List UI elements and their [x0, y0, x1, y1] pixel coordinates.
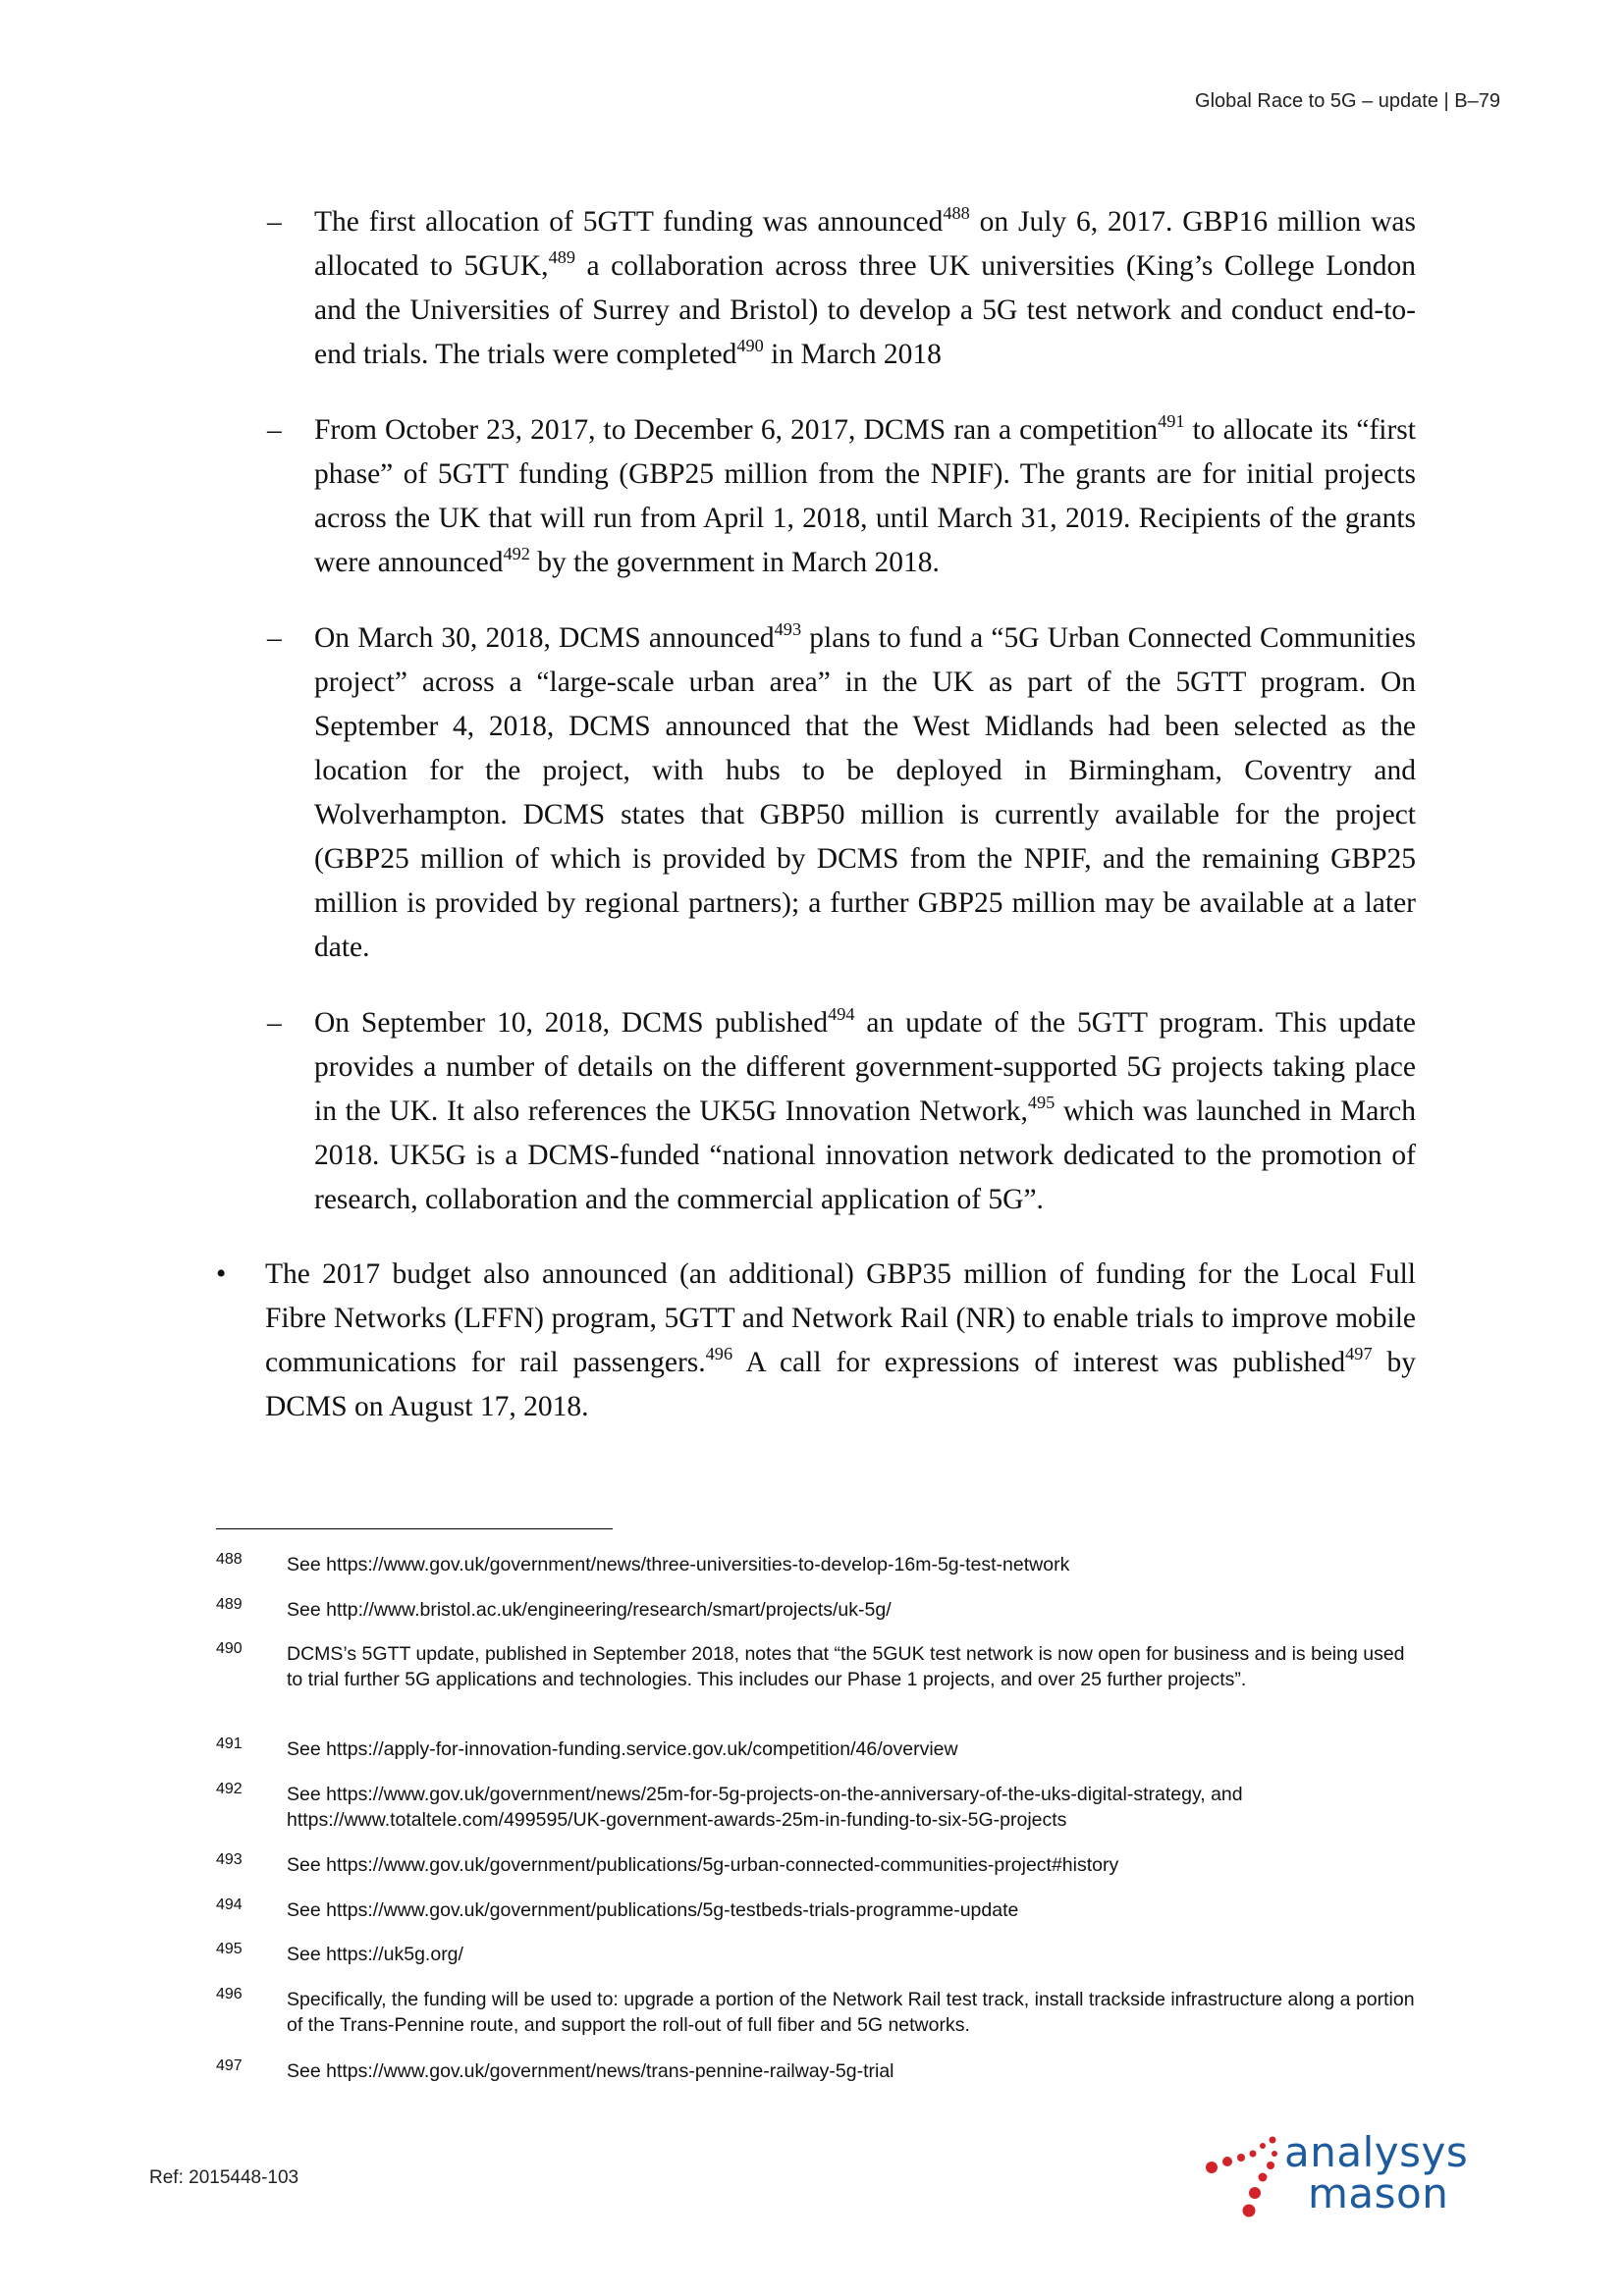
logo-wordmark — [1284, 2128, 1469, 2217]
footnote-number: 490 — [216, 1640, 243, 1657]
dash-item — [267, 408, 1416, 585]
logo-word-analysys: analysys — [1284, 2128, 1469, 2176]
paragraph-text: From October 23, 2017, to December 6, 2017, DCMS ran a competition — [314, 414, 1159, 446]
paragraph-text: On September 10, 2018, DCMS published — [314, 1007, 829, 1039]
company-logo — [1206, 2128, 1510, 2220]
footnote-text: DCMS’s 5GTT update, published in September 2018, notes that “the 5GUK test network is now open for business and is being used to trial further 5G applications and technologies. This includes our Phase 1 projects, and over 25 further projects”. — [287, 1643, 1405, 1690]
footnote-reference: 488 — [943, 203, 970, 224]
footnote — [216, 1641, 1416, 1692]
paragraph-text: a collaboration across three UK universities (King’s College London and the Universities of Surrey and Bristol) to develop a 5G test network and conduct end-to-end trials. The trials were completed — [314, 250, 1416, 370]
footnote-number: 488 — [216, 1551, 243, 1568]
footnote-reference: 493 — [774, 619, 802, 640]
dash-marker: – — [267, 1007, 282, 1039]
footnote-reference: 496 — [705, 1344, 733, 1364]
paragraph-text: The 2017 budget also announced (an additional) GBP35 million of funding for the Local Full Fibre Networks (LFFN) program, 5GTT and Network Rail (NR) to enable trials to improve mobile communications for rail passengers. — [265, 1258, 1416, 1378]
footnote — [216, 1942, 1416, 1967]
footnote-text: See https://apply-for-innovation-funding.service.gov.uk/competition/46/overview — [287, 1738, 958, 1760]
paragraph-text: A call for expressions of interest was published — [732, 1347, 1346, 1378]
logo-dots-icon — [1206, 2132, 1284, 2220]
footnote-reference: 490 — [736, 336, 764, 356]
paragraph-text: an update of the 5GTT program. This update provides a number of details on the different government-supported 5G projects taking place in the UK. It also references the UK5G Innovation Network, — [314, 1007, 1416, 1127]
footnote-text: See https://www.gov.uk/government/news/trans-pennine-railway-5g-trial — [287, 2060, 894, 2082]
footnote-number: 495 — [216, 1941, 243, 1957]
footnote-reference: 495 — [1027, 1093, 1056, 1113]
footnote-text: See http://www.bristol.ac.uk/engineering/research/smart/projects/uk-5g/ — [287, 1599, 892, 1621]
bullet-item — [216, 1253, 1417, 1429]
footnote — [216, 1552, 1416, 1577]
running-header: Global Race to 5G – update | B–79 — [1195, 90, 1500, 112]
footnote-number: 496 — [216, 1986, 243, 2002]
dash-item — [267, 200, 1417, 377]
dash-item — [267, 616, 1416, 970]
bullet-marker: • — [216, 1258, 227, 1290]
footnote-number: 493 — [216, 1851, 243, 1868]
footnote-text: See https://www.gov.uk/government/news/25m-for-5g-projects-on-the-anniversary-of-the-uks-digital-strategy, and https://www.totaltele.com/499595/UK-government-awards-25m-in-funding-to-six-5G-projects — [287, 1784, 1243, 1831]
paragraph-text: by the government in March 2018. — [529, 547, 940, 578]
paragraph-text: plans to fund a “5G Urban Connected Communities project” across a “large-scale urban area” in the UK as part of the 5GTT program. On September 4, 2018, DCMS announced that the West Midlands had been selected as the location for the project, with hubs to be deployed in Birmingham, Coventry and Wolverhampton. DCMS states that GBP50 million is currently available for the project (GBP25 million of which is provided by DCMS from the NPIF, and the remaining GBP25 million is provided by regional partners); a further GBP25 million may be available at a later date. — [314, 622, 1416, 963]
paragraph-text: which was launched in March 2018. UK5G is a DCMS-funded “national innovation network dedicated to the promotion of research, collaboration and the commercial application of 5G”. — [314, 1095, 1416, 1215]
footnote — [216, 2058, 1416, 2084]
footnote-text: See https://www.gov.uk/government/publications/5g-urban-connected-communities-project#history — [287, 1854, 1119, 1876]
footnote-number: 494 — [216, 1896, 243, 1913]
footnote-text: See https://www.gov.uk/government/publications/5g-testbeds-trials-programme-update — [287, 1899, 1019, 1921]
dash-marker: – — [267, 622, 282, 654]
footnote-number: 497 — [216, 2057, 243, 2074]
footnote-reference: 491 — [1158, 411, 1185, 432]
paragraph-text: on July 6, 2017. GBP16 million was allocated to 5GUK, — [314, 206, 1417, 282]
footnote — [216, 1897, 1416, 1923]
dash-item — [267, 1001, 1416, 1222]
logo-word-mason: mason — [1308, 2169, 1449, 2217]
footnote — [216, 1736, 1416, 1762]
paragraph-text: by DCMS on August 17, 2018. — [265, 1347, 1417, 1422]
paragraph-text: The first allocation of 5GTT funding was announced — [314, 206, 944, 238]
footnote-reference: 492 — [503, 544, 530, 564]
document-reference: Ref: 2015448-103 — [149, 2167, 299, 2188]
footnote-text: Specifically, the funding will be used to: upgrade a portion of the Network Rail test track, install trackside infrastructure along a portion of the Trans-Pennine route, and support the roll-out of full fiber and 5G networks. — [287, 1989, 1415, 2036]
paragraph-text: On March 30, 2018, DCMS announced — [314, 622, 775, 654]
paragraph-text: to allocate its “first phase” of 5GTT funding (GBP25 million from the NPIF). The grants are for initial projects across the UK that will run from April 1, 2018, until March 31, 2019. Recipients of the grants were announced — [314, 414, 1416, 578]
footnote — [216, 1782, 1416, 1833]
footnote-reference: 489 — [548, 247, 575, 268]
footnote-text: See https://uk5g.org/ — [287, 1944, 463, 1965]
footnote-reference: 497 — [1345, 1344, 1373, 1364]
footnote-separator — [216, 1528, 613, 1529]
footnote-number: 489 — [216, 1596, 243, 1613]
dash-marker: – — [267, 206, 282, 238]
footnote-number: 492 — [216, 1781, 243, 1797]
paragraph-text: in March 2018 — [763, 339, 942, 370]
footnote-number: 491 — [216, 1735, 243, 1752]
footnote-text: See https://www.gov.uk/government/news/three-universities-to-develop-16m-5g-test-network — [287, 1554, 1070, 1575]
dash-marker: – — [267, 414, 282, 446]
footnote — [216, 1987, 1416, 2038]
footnote — [216, 1597, 1416, 1623]
footnote — [216, 1852, 1416, 1878]
footnote-reference: 494 — [828, 1004, 855, 1025]
